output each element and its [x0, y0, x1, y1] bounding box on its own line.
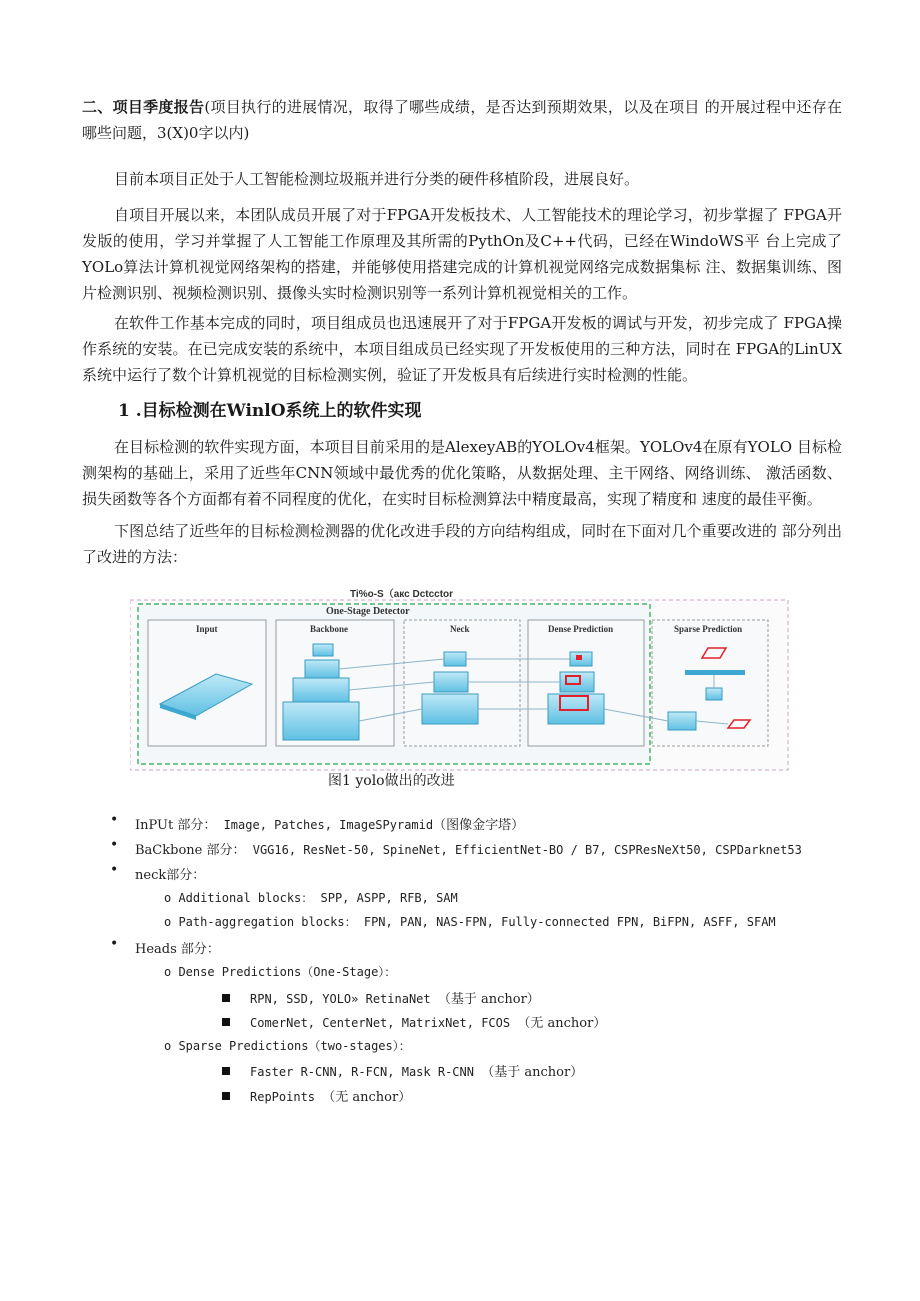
- bullet-input: •: [110, 812, 119, 828]
- list-heads: [135, 938, 220, 957]
- one-stage-label: One-Stage Detector: [326, 606, 410, 617]
- input-part-label: InPUt 部分：: [135, 818, 217, 833]
- square-bullet-icon: [222, 1092, 230, 1100]
- detector-diagram: [130, 584, 790, 772]
- dense-item-1-cn: （基于 anchor）: [437, 992, 540, 1007]
- neck-block-3: [444, 652, 466, 666]
- heading-software: 1 .目标检测在WinlO系统上的软件实现: [118, 401, 422, 421]
- sparse-item-1: [222, 1061, 583, 1080]
- sparse-block-2: [668, 712, 696, 730]
- input-part-items: Image, Patches, ImageSPyramid: [223, 818, 434, 832]
- detector-figure: [130, 584, 790, 772]
- backbone-block-4: [313, 644, 333, 656]
- neck-additional-blocks: o Additional blocks： SPP, ASPP, RFB, SAM: [164, 891, 458, 905]
- square-bullet-icon: [222, 1067, 230, 1075]
- list-backbone: [135, 839, 802, 858]
- bullet-neck: •: [110, 862, 119, 878]
- backbone-part-items: VGG16, ResNet-50, SpineNet, EfficientNet-BO / B7, CSPResNeXt50, CSPDarknet53: [252, 843, 802, 857]
- bullet-backbone: •: [110, 837, 119, 853]
- figure-caption: 图1 yolo做出的改进: [328, 773, 455, 789]
- sparse-item-2-text: RepPoints: [250, 1090, 316, 1104]
- backbone-block-3: [305, 660, 339, 678]
- sparse-item-2-cn: （无 anchor）: [322, 1090, 412, 1105]
- section-title-rest: (项目执行的进展情况，取得了哪些成绩，是否达到预期效果，以及在项目 的开展过程中还存在哪些问题，3(X)0字以内): [82, 98, 842, 142]
- heads-part-label: Heads 部分：: [135, 942, 220, 957]
- dense-item-2-text: ComerNet, CenterNet, MatrixNet, FCOS: [250, 1016, 511, 1030]
- backbone-block-1: [283, 702, 359, 740]
- paragraph-progress: 自项目开展以来，本团队成员开展了对于FPGA开发板技术、人工智能技术的理论学习，初步掌握了 FPGA开发版的使用，学习并掌握了人工智能工作原理及其所需的PythOn及C++代码，已经在WindoWS平 台上完成了 YOLo算法计算机视觉网络架构的搭建，并能够使用搭建完成的计算机视觉网络完成数据集标 注、数据集训练、图片检测识别、视频检测识别、摄像头实时检测识别等一系列计算机视觉相关的工作。: [82, 206, 842, 302]
- dense-item-2: [222, 1012, 606, 1031]
- figure-top-title: Ti%o-S（акс Dctcctor: [350, 589, 454, 600]
- input-label: Input: [196, 624, 218, 634]
- sparse-item-2: [222, 1086, 411, 1105]
- square-bullet-icon: [222, 1018, 230, 1026]
- backbone-part-label: BaCkbone 部分：: [135, 843, 246, 858]
- sparse-bar: [685, 670, 745, 675]
- sparse-item-1-cn: （基于 anchor）: [481, 1065, 584, 1080]
- heads-sparse: o Sparse Predictions（two-stages）：: [164, 1039, 411, 1053]
- paragraph-status: 目前本项目正处于人工智能检测垃圾瓶并进行分类的硬件移植阶段，进展良好。: [114, 170, 640, 188]
- paragraph-yolo: 在目标检测的软件实现方面，本项目目前采用的是AlexeyAB的YOLOv4框架。YOLOv4在原有YOLO 目标检测架构的基础上，采用了近些年CNN领域中最优秀的优化策略，从数据处理、主干网络、网络训练、 激活函数、损失函数等各个方面都有着不同程度的优化，在实时目标检测算法中精度最高，实现了精度和 速度的最佳平衡。: [82, 438, 842, 508]
- neck-block-1: [422, 694, 478, 724]
- paragraph-figure-intro: 下图总结了近些年的目标检测检测器的优化改进手段的方向结构组成，同时在下面对几个重要改进的 部分列出了改进的方法：: [82, 522, 842, 566]
- dense-item-2-cn: （无 anchor）: [517, 1016, 607, 1031]
- heads-dense: o Dense Predictions（One-Stage）：: [164, 965, 397, 979]
- dense-pred-3: [576, 655, 582, 660]
- square-bullet-icon: [222, 994, 230, 1002]
- dense-item-1: [222, 988, 540, 1007]
- list-input: [135, 814, 524, 833]
- backbone-label: Backbone: [310, 624, 349, 634]
- backbone-block-2: [293, 678, 349, 702]
- sparse-item-1-text: Faster R-CNN, R-FCN, Mask R-CNN: [250, 1065, 474, 1079]
- input-part-cn: （图像金字塔）: [433, 818, 525, 833]
- dense-item-1-text: RPN, SSD, YOLO» RetinaNet: [250, 992, 431, 1006]
- sparse-block-1: [706, 688, 722, 700]
- sparse-label: Sparse Prediction: [674, 624, 743, 634]
- paragraph-fpga: 在软件工作基本完成的同时，项目组成员也迅速展开了对于FPGA开发板的调试与开发，初步完成了 FPGA操作系统的安装。在已完成安装的系统中，本项目组成员已经实现了开发板使用的三种方法，同时在 FPGA的LinUX系统中运行了数个计算机视觉的目标检测实例，验证了开发板具有后续进行实时检测的性能。: [82, 314, 842, 384]
- list-neck: [135, 864, 205, 883]
- dense-label: Dense Prediction: [548, 624, 614, 634]
- section-title-bold: 二、项目季度报告: [82, 98, 205, 116]
- bullet-heads: •: [110, 936, 119, 952]
- section-title: [82, 94, 842, 146]
- neck-label: Neck: [450, 624, 470, 634]
- neck-path-aggregation: o Path-aggregation blocks： FPN, PAN, NAS-FPN, Fully-connected FPN, BiFPN, ASFF, SFAM: [164, 915, 776, 929]
- neck-part-label: neck部分：: [135, 868, 206, 883]
- neck-block-2: [434, 672, 468, 692]
